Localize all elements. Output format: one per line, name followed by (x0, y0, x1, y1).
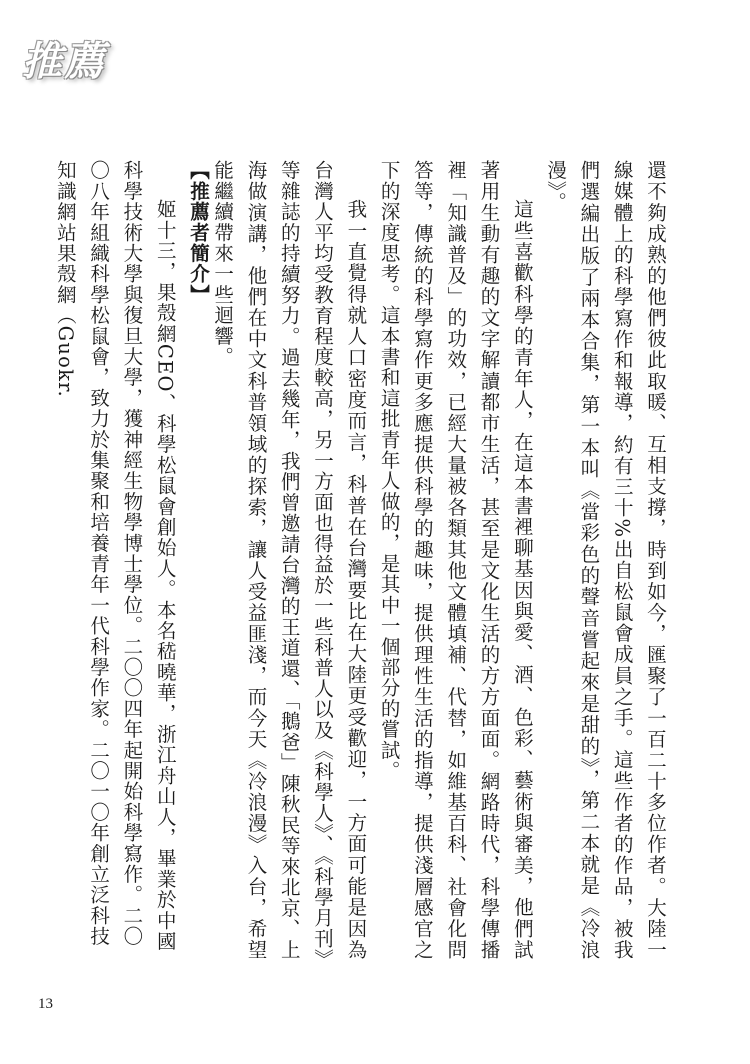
bio-heading: 【推薦者簡介】 (187, 160, 210, 305)
paragraph: 這些喜歡科學的青年人，在這本書裡聊基因與愛、酒、色彩、藝術與審美，他們試著用生動有趣的文字解讀都市生活，甚至是文化生活的方方面面。網路時代，科學傳播裡「知識普及」的功效，已經大量被各類其他文體填補、代替，如維基百科、社會化問答等，傳統的科學寫作更多應提供科學的趣味，提供理性生活的指導，提供淺層感官之下的深度思考。這本書和這批青年人做的，是其中一個部分的嘗試。 (377, 160, 534, 960)
page-number: 13 (38, 996, 53, 1012)
paragraph: 我一直覺得就人口密度而言，科普在台灣要比在大陸更受歡迎，一方面可能是因為台灣人平均受教育程度較高，另一方面也得益於一些科普人以及《科學人》、《科學月刊》等雜誌的持續努力。過去幾年，我們曾邀請台灣的王道還、「鵝爸」陳秋民等來北京、上海做演講，他們在中文科普領域的探索，讓人受益匪淺，而今天《冷浪漫》入台，希望能繼續帶來一些迴響。 (211, 160, 368, 960)
paragraph: 還不夠成熟的他們彼此取暖、互相支撐，時到如今，匯聚了一百二十多位作者。大陸一線媒體上的科學寫作和報導，約有三十%出自松鼠會成員之手。這些作者的作品，被我們選編出版了兩本合集，第一本叫《當彩色的聲音嘗起來是甜的》，第二本就是《冷浪漫》。 (544, 160, 667, 960)
bio-text: 姬十三，果殼網CEO、科學松鼠會創始人。本名嵇曉華，浙江舟山人，畢業於中國科學技術大學與復旦大學，獲神經生物學博士學位。二〇〇四年起開始科學寫作。二〇〇八年組織科學松鼠會，致力於集聚和培養青年一代科學作家。二〇一〇年創立泛科技知識網站果殼網（Guokr. (53, 160, 177, 952)
recommender-bio (53, 160, 215, 960)
page-header-title: 推薦 (22, 39, 106, 85)
